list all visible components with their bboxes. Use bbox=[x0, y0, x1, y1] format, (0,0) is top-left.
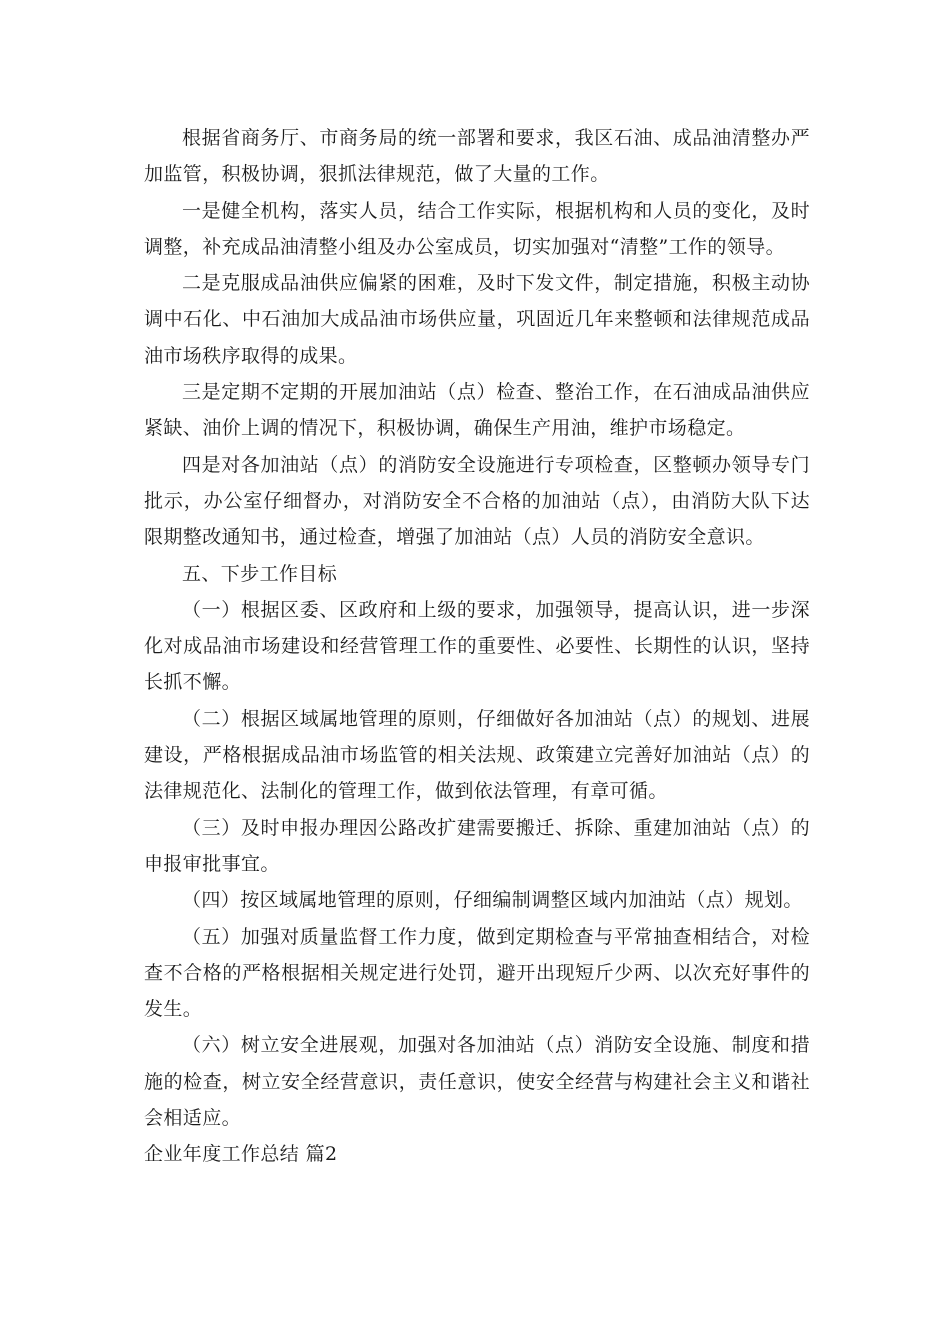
goal-item-6: （六）树立安全进展观，加强对各加油站（点）消防安全设施、制度和措施的检查，树立安全经营意识，责任意识，使安全经营与构建社会主义和谐社会相适应。 bbox=[144, 1034, 810, 1130]
paragraph-intro: 根据省商务厅、市商务局的统一部署和要求，我区石油、成品油清整办严加监管，积极协调，狠抓法律规范，做了大量的工作。 bbox=[144, 127, 810, 186]
goal-item-5: （五）加强对质量监督工作力度，做到定期检查与平常抽查相结合，对检查不合格的严格根据相关规定进行处罚，避开出现短斤少两、以次充好事件的发生。 bbox=[144, 925, 810, 1021]
goal-item-3: （三）及时申报办理因公路改扩建需要搬迁、拆除、重建加油站（点）的申报审批事宜。 bbox=[144, 816, 810, 875]
next-article-title: 企业年度工作总结 篇2 bbox=[144, 1143, 338, 1166]
paragraph-point-3: 三是定期不定期的开展加油站（点）检查、整治工作，在石油成品油供应紧缺、油价上调的情况下，积极协调，确保生产用油，维护市场稳定。 bbox=[144, 381, 810, 440]
section-heading: 五、下步工作目标 bbox=[182, 562, 338, 585]
goal-item-1: （一）根据区委、区政府和上级的要求，加强领导，提高认识，进一步深化对成品油市场建设和经营管理工作的重要性、必要性、长期性的认识，坚持长抓不懈。 bbox=[144, 598, 810, 694]
paragraph-point-2: 二是克服成品油供应偏紧的困难，及时下发文件，制定措施，积极主动协调中石化、中石油加大成品油市场供应量，巩固近几年来整顿和法律规范成品油市场秩序取得的成果。 bbox=[144, 272, 810, 367]
paragraph-point-4: 四是对各加油站（点）的消防安全设施进行专项检查，区整顿办领导专门批示，办公室仔细督办，对消防安全不合格的加油站（点），由消防大队下达限期整改通知书，通过检查，增强了加油站（点）人员的消防安全意识。 bbox=[144, 453, 810, 549]
goal-item-4: （四）按区域属地管理的原则，仔细编制调整区域内加油站（点）规划。 bbox=[182, 889, 803, 912]
document-body bbox=[144, 120, 810, 1173]
goal-item-2: （二）根据区域属地管理的原则，仔细做好各加油站（点）的规划、进展建设，严格根据成品油市场监管的相关法规、政策建立完善好加油站（点）的法律规范化、法制化的管理工作，做到依法管理，有章可循。 bbox=[144, 707, 810, 803]
paragraph-point-1: 一是健全机构，落实人员，结合工作实际，根据机构和人员的变化，及时调整，补充成品油清整小组及办公室成员，切实加强对“清整”工作的领导。 bbox=[144, 199, 810, 258]
